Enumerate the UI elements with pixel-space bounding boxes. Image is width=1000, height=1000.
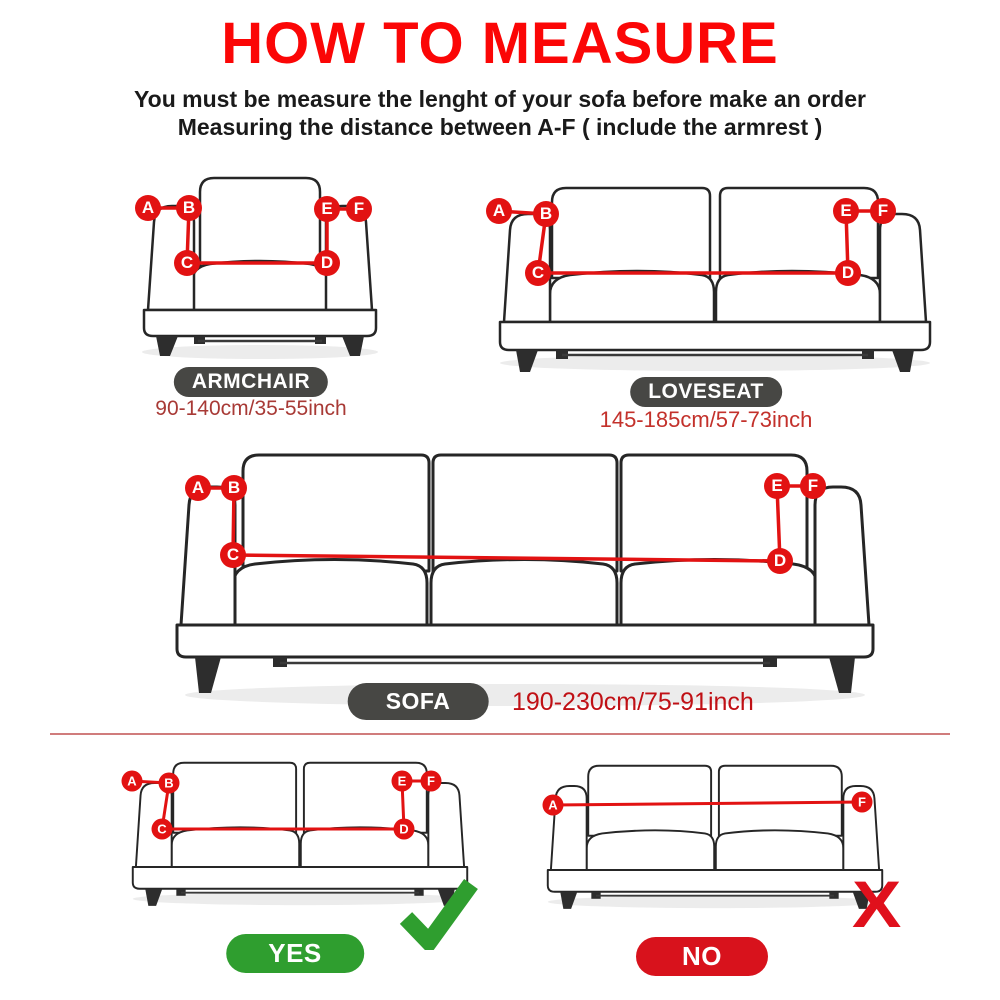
measure-point-b: B [221,475,247,501]
measure-point-a: A [185,475,211,501]
loveseat-label-badge: LOVESEAT [630,377,782,407]
measure-point-c: C [525,260,551,286]
measure-point-e: E [314,196,340,222]
measure-point-b: B [176,195,202,221]
measure-point-e: E [392,771,413,792]
sofa-figure [165,443,885,713]
subtitle-line-2: Measuring the distance between A-F ( include the armrest ) [177,114,823,140]
armchair-label-badge: ARMCHAIR [174,367,328,397]
measure-point-a: A [486,198,512,224]
measure-point-d: D [767,548,793,574]
measure-point-f: F [421,771,442,792]
measure-point-d: D [314,250,340,276]
sofa-size-text: 190-230cm/75-91inch [512,688,754,716]
loveseat-figure [490,178,940,373]
x-icon: X [852,867,902,941]
section-divider [50,733,950,735]
measure-point-c: C [174,250,200,276]
measure-point-a: A [135,195,161,221]
measure-point-c: C [152,819,173,840]
measure-point-a: A [122,771,143,792]
measure-point-f: F [852,792,873,813]
measure-point-d: D [394,819,415,840]
measure-point-f: F [870,198,896,224]
checkmark-icon [398,876,478,955]
measure-point-b: B [533,201,559,227]
yes-badge: YES [226,934,364,973]
measure-point-a: A [543,795,564,816]
measure-point-d: D [835,260,861,286]
subtitle-line-1: You must be measure the lenght of your sofa before make an order [134,86,866,112]
armchair-size-text: 90-140cm/35-55inch [155,397,347,420]
page-title: HOW TO MEASURE [221,11,779,76]
measure-point-c: C [220,542,246,568]
no-badge: NO [636,937,768,976]
sofa-label-badge: SOFA [348,683,489,720]
no-example-figure [540,758,890,910]
measure-point-f: F [346,196,372,222]
measure-point-e: E [764,473,790,499]
measure-point-b: B [159,773,180,794]
loveseat-size-text: 145-185cm/57-73inch [599,407,813,432]
no-sofa-drawing [540,758,890,910]
measure-point-e: E [833,198,859,224]
measure-point-f: F [800,473,826,499]
armchair-figure [130,168,390,363]
